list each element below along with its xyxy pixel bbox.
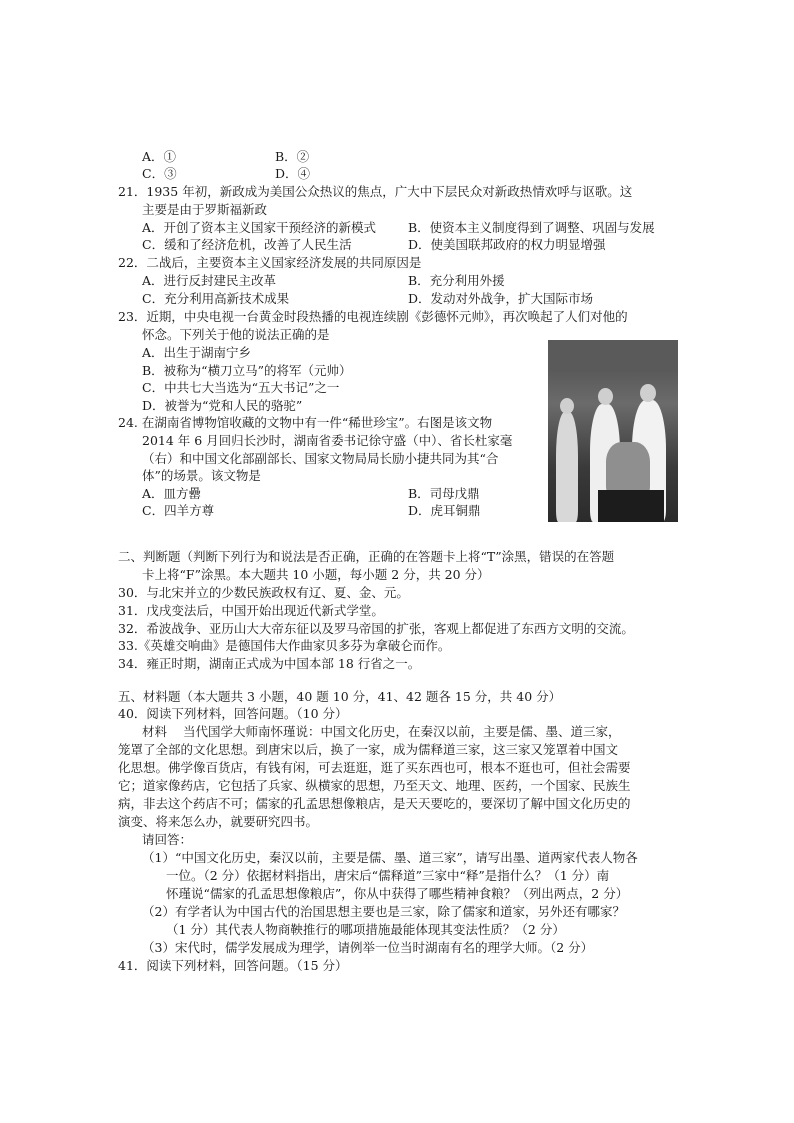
q22-option-a: A．进行反封建民主改革	[142, 273, 277, 288]
section2-heading-line2: 卡上将“F”涂黑。本大题共 10 小题，每小题 2 分，共 20 分）	[142, 567, 490, 582]
q40-sub2-line1: （2）有学者认为中国古代的治国思想主要也是三家，除了儒家和道家，另外还有哪家？	[142, 904, 625, 919]
section5-heading: 五、材料题（本大题共 3 小题，40 题 10 分，41、42 题各 15 分，共 40 分）	[118, 689, 562, 704]
q21-option-d: D．使美国联邦政府的权力明显增强	[408, 237, 606, 252]
q40-sub2-line2: （1 分）其代表人物商鞅推行的哪项措施最能体现其变法性质？（2 分）	[166, 922, 565, 937]
q23-option-a: A．出生于湖南宁乡	[142, 345, 252, 360]
q24-stem-line1: 24. 在湖南省博物馆收藏的文物中有一件“稀世珍宝”。右图是该文物	[118, 415, 493, 430]
q23-option-b: B．被称为“横刀立马”的将军（元帅）	[142, 363, 352, 378]
q40-sub1-line2: 一位。（2 分）依据材料指出，唐宋后“儒释道”三家中“释”是指什么？（1 分）南	[166, 868, 610, 883]
q24-stem-line3: （右）和中国文化部副部长、国家文物局局长励小捷共同为其“合	[142, 451, 499, 466]
q23-stem-line1: 23．近期，中央电视一台黄金时段热播的电视连续剧《彭德怀元帅》，再次唤起了人们对他的	[118, 309, 628, 324]
q40-sub1-line1: （1）“中国文化历史，秦汉以前，主要是儒、墨、道三家”，请写出墨、道两家代表人物各	[142, 850, 638, 865]
material-line2: 笼罩了全部的文化思想。到唐宋以后，换了一家，成为儒释道三家，这三家又笼罩着中国文	[118, 742, 619, 757]
q24-stem-line2: 2014 年 6 月回归长沙时，湖南省委书记徐守盛（中）、省长杜家毫	[142, 433, 513, 448]
material-line6: 演变、将来怎么办，就要研究四书。	[118, 814, 319, 829]
q24-option-c: C．四羊方尊	[142, 503, 215, 518]
q20-option-a: A．①	[142, 149, 177, 164]
q31: 31．戊戌变法后，中国开始出现近代新式学堂。	[118, 603, 384, 618]
material-line3: 化思想。佛学像百货店，有钱有闲，可去逛逛，逛了买东西也可，根本不逛也可，但社会需要	[118, 760, 631, 775]
q33: 33.《英雄交响曲》是德国伟大作曲家贝多芬为拿破仑而作。	[118, 638, 451, 653]
q30: 30．与北宋并立的少数民族政权有辽、夏、金、元。	[118, 585, 409, 600]
q21-option-c: C．缓和了经济危机，改善了人民生活	[142, 237, 352, 252]
q22-option-d: D．发动对外战争，扩大国际市场	[408, 291, 594, 306]
q40-stem: 40．阅读下列材料，回答问题。（10 分）	[118, 706, 348, 721]
q41-stem: 41．阅读下列材料，回答问题。（15 分）	[118, 958, 348, 973]
q34: 34．雍正时期，湖南正式成为中国本部 18 行省之一。	[118, 656, 421, 671]
q21-stem-line1: 21．1935 年初，新政成为美国公众热议的焦点，广大中下层民众对新政热情欢呼与讴歌。这	[118, 184, 633, 199]
q20-option-d: D．④	[275, 166, 311, 181]
q22-option-b: B．充分利用外援	[408, 273, 505, 288]
q22-stem: 22．二战后，主要资本主义国家经济发展的共同原因是	[118, 255, 422, 270]
q24-stem-line4: 体”的场景。该文物是	[142, 468, 261, 483]
material-line4: 它；道家像药店，它包括了兵家、纵横家的思想，乃至天文、地理、医药，一个国家、民族生	[118, 778, 631, 793]
q21-option-b: B．使资本主义制度得到了调整、巩固与发展	[408, 220, 655, 235]
q21-option-a: A．开创了资本主义国家干预经济的新模式	[142, 220, 377, 235]
material-line1: 当代国学大师南怀瑾说：中国文化历史，在秦汉以前，主要是儒、墨、道三家，	[183, 724, 621, 739]
q23-option-c: C．中共七大当选为“五大书记”之一	[142, 380, 340, 395]
material-label: 材料	[142, 724, 168, 739]
artifact-ceremony-photo	[548, 340, 678, 522]
q23-option-d: D．被誉为“党和人民的骆驼”	[142, 398, 303, 413]
q20-option-b: B．②	[275, 149, 310, 164]
answer-prompt: 请回答：	[142, 832, 193, 847]
q24-option-d: D．虎耳铜鼎	[408, 503, 481, 518]
q24-option-a: A．皿方罍	[142, 486, 202, 501]
q24-option-b: B．司母戊鼎	[408, 486, 480, 501]
q40-sub1-line3: 怀瑾说“儒家的孔孟思想像粮店”，你从中获得了哪些精神食粮？（列出两点，2 分）	[166, 886, 629, 901]
q23-stem-line2: 怀念。下列关于他的说法正确的是	[142, 327, 330, 342]
material-line5: 病，非去这个药店不可；儒家的孔孟思想像粮店，是天天要吃的，要深切了解中国文化历史的	[118, 796, 631, 811]
section2-heading-line1: 二、判断题（判断下列行为和说法是否正确，正确的在答题卡上将“T”涂黑，错误的在答题	[118, 549, 615, 564]
q22-option-c: C．充分利用高新技术成果	[142, 291, 290, 306]
q32: 32．希波战争、亚历山大大帝东征以及罗马帝国的扩张，客观上都促进了东西方文明的交流。	[118, 621, 634, 636]
q20-option-c: C．③	[142, 166, 177, 181]
q40-sub3: （3）宋代时，儒学发展成为理学，请例举一位当时湖南有名的理学大师。（2 分）	[142, 940, 594, 955]
q21-stem-line2: 主要是由于罗斯福新政	[142, 202, 268, 217]
